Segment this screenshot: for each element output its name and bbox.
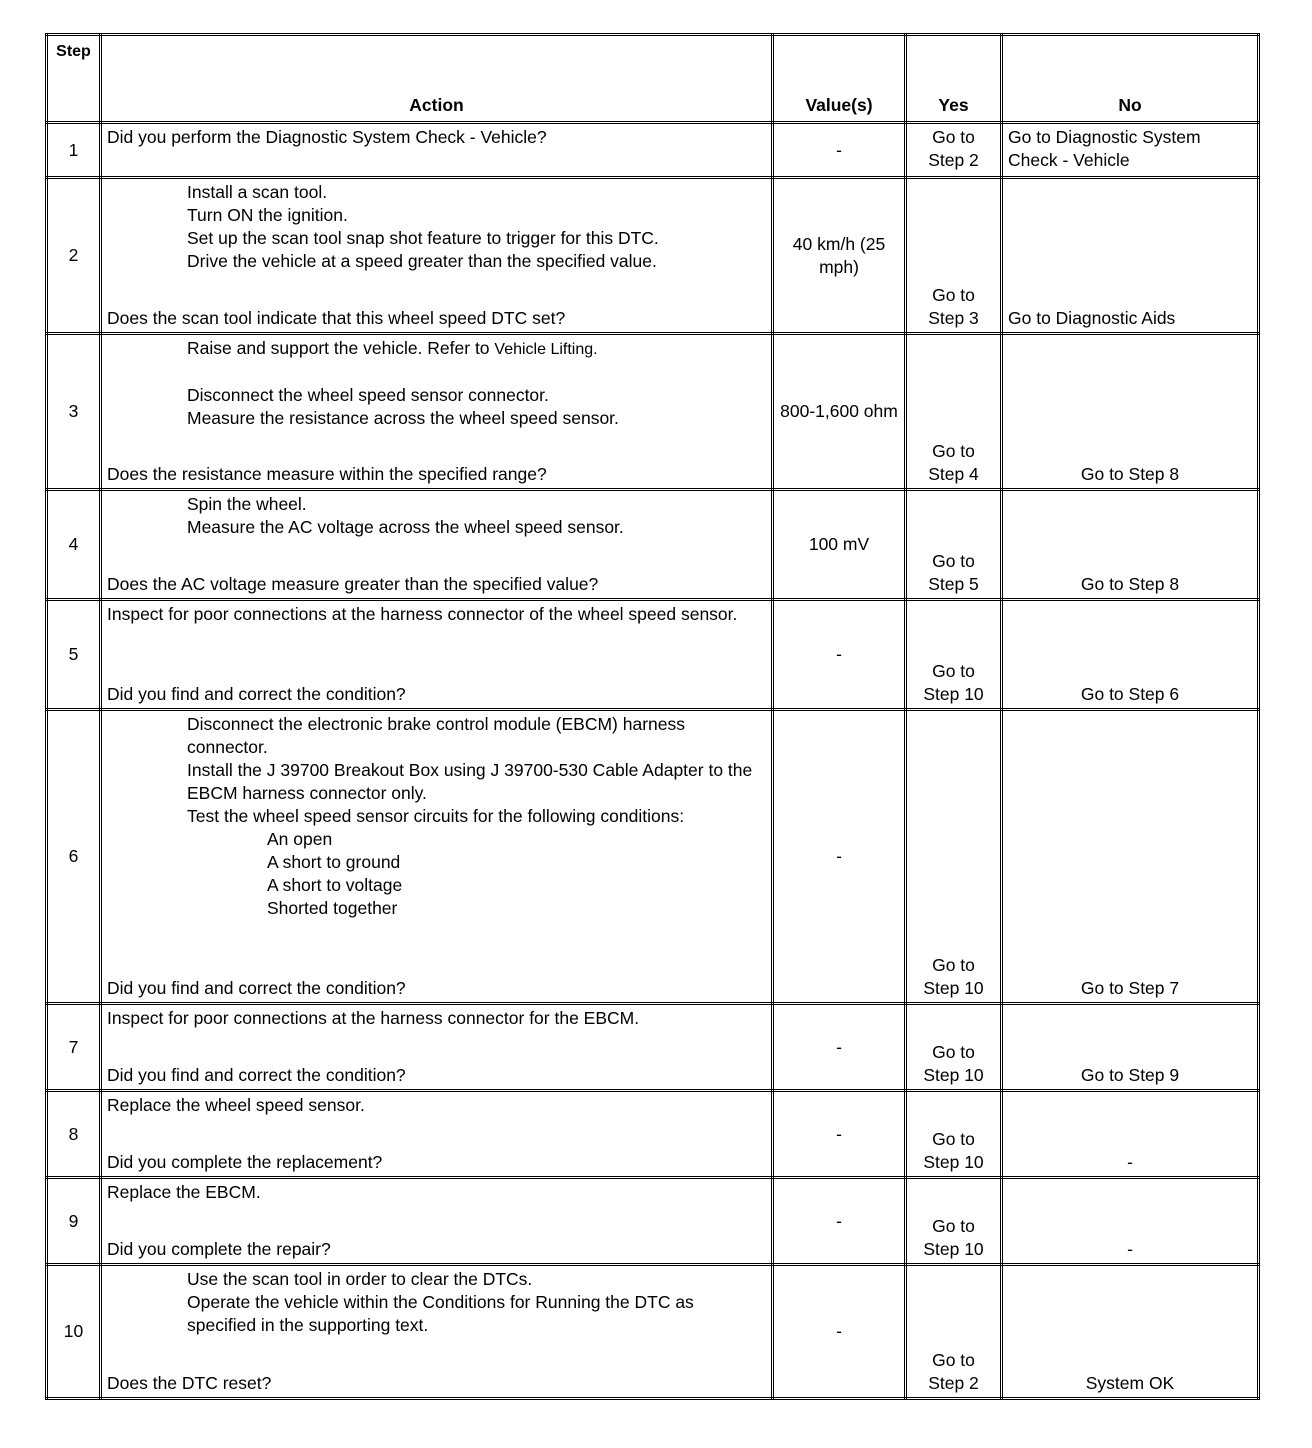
action-question: Did you find and correct the condition? xyxy=(107,1065,406,1085)
value-cell: 40 km/h (25 mph) xyxy=(773,178,906,334)
table-row xyxy=(47,1178,1259,1265)
action-line: Raise and support the vehicle. Refer to Vehicle Lifting. xyxy=(187,338,598,358)
table-row xyxy=(47,1091,1259,1178)
action-line: Measure the resistance across the wheel speed sensor. xyxy=(187,408,619,428)
action-line: Set up the scan tool snap shot feature to trigger for this DTC. xyxy=(187,228,659,248)
table-row xyxy=(47,1265,1259,1399)
value-cell: - xyxy=(773,1091,906,1178)
no-cell: Go to Step 6 xyxy=(1002,600,1259,710)
no-cell: - xyxy=(1002,1178,1259,1265)
action-line: Measure the AC voltage across the wheel speed sensor. xyxy=(187,517,624,537)
step-number: 9 xyxy=(47,1178,101,1265)
action-question: Did you perform the Diagnostic System Check - Vehicle? xyxy=(107,127,547,147)
condition-line: Shorted together xyxy=(267,898,398,918)
no-cell: Go to Diagnostic Aids xyxy=(1002,178,1259,334)
action-cell xyxy=(101,1265,773,1399)
action-cell xyxy=(101,1091,773,1178)
table-row xyxy=(47,334,1259,490)
value-cell: - xyxy=(773,123,906,178)
header-action: Action xyxy=(101,35,773,123)
vehicle-lifting-reference[interactable]: Vehicle Lifting. xyxy=(494,341,598,358)
action-line: Disconnect the wheel speed sensor connector. xyxy=(187,385,549,405)
no-cell: Go to Diagnostic System Check - Vehicle xyxy=(1002,123,1259,178)
diagnostic-table xyxy=(45,33,1260,1400)
action-line: Drive the vehicle at a speed greater than the specified value. xyxy=(187,251,657,271)
action-question: Does the resistance measure within the specified range? xyxy=(107,464,547,484)
table-row xyxy=(47,710,1259,1004)
yes-cell: Go to Step 2 xyxy=(906,123,1002,178)
step-number: 3 xyxy=(47,334,101,490)
no-cell: - xyxy=(1002,1091,1259,1178)
action-line: Turn ON the ignition. xyxy=(187,205,348,225)
action-line: Spin the wheel. xyxy=(187,494,307,514)
step-number: 6 xyxy=(47,710,101,1004)
action-line: Replace the wheel speed sensor. xyxy=(107,1095,365,1115)
action-line: Use the scan tool in order to clear the DTCs. xyxy=(187,1269,533,1289)
action-question: Did you find and correct the condition? xyxy=(107,684,406,704)
condition-line: A short to ground xyxy=(267,852,401,872)
header-values: Value(s) xyxy=(773,35,906,123)
action-line: Install a scan tool. xyxy=(187,182,328,202)
value-cell: - xyxy=(773,710,906,1004)
no-cell: Go to Step 7 xyxy=(1002,710,1259,1004)
step-number: 2 xyxy=(47,178,101,334)
action-line: Inspect for poor connections at the harness connector for the EBCM. xyxy=(107,1008,640,1028)
step-number: 7 xyxy=(47,1004,101,1091)
no-cell: Go to Step 9 xyxy=(1002,1004,1259,1091)
yes-cell: Go to Step 4 xyxy=(906,334,1002,490)
action-cell xyxy=(101,334,773,490)
value-cell: - xyxy=(773,600,906,710)
step-number: 8 xyxy=(47,1091,101,1178)
action-cell xyxy=(101,710,773,1004)
yes-cell: Go to Step 10 xyxy=(906,710,1002,1004)
action-question: Did you complete the repair? xyxy=(107,1239,331,1259)
table-row xyxy=(47,123,1259,178)
step-number: 10 xyxy=(47,1265,101,1399)
action-cell xyxy=(101,1178,773,1265)
value-cell: - xyxy=(773,1178,906,1265)
yes-cell: Go to Step 10 xyxy=(906,1178,1002,1265)
yes-cell: Go to Step 10 xyxy=(906,1091,1002,1178)
yes-cell: Go to Step 2 xyxy=(906,1265,1002,1399)
yes-cell: Go to Step 10 xyxy=(906,600,1002,710)
action-line: Replace the EBCM. xyxy=(107,1182,261,1202)
header-no: No xyxy=(1002,35,1259,123)
action-question: Did you complete the replacement? xyxy=(107,1152,383,1172)
yes-cell: Go to Step 3 xyxy=(906,178,1002,334)
yes-cell: Go to Step 5 xyxy=(906,490,1002,600)
condition-line: A short to voltage xyxy=(267,875,403,895)
step-number: 1 xyxy=(47,123,101,178)
action-question: Does the AC voltage measure greater than the specified value? xyxy=(107,574,599,594)
action-question: Did you find and correct the condition? xyxy=(107,978,406,998)
action-cell xyxy=(101,123,773,178)
table-row xyxy=(47,178,1259,334)
action-line: Test the wheel speed sensor circuits for the following conditions: xyxy=(187,806,685,826)
table-row xyxy=(47,1004,1259,1091)
value-cell: 100 mV xyxy=(773,490,906,600)
action-line: Install the J 39700 Breakout Box using J 39700-530 Cable Adapter to the EBCM harness connector only. xyxy=(187,760,753,803)
action-line: Operate the vehicle within the Conditions for Running the DTC as specified in the supporting text. xyxy=(187,1292,694,1335)
table-row xyxy=(47,600,1259,710)
yes-cell: Go to Step 10 xyxy=(906,1004,1002,1091)
no-cell: Go to Step 8 xyxy=(1002,490,1259,600)
table-row xyxy=(47,490,1259,600)
action-question: Does the DTC reset? xyxy=(107,1373,272,1393)
action-cell xyxy=(101,490,773,600)
value-cell: - xyxy=(773,1265,906,1399)
action-line: Disconnect the electronic brake control module (EBCM) harness connector. xyxy=(187,714,685,757)
action-question: Does the scan tool indicate that this wheel speed DTC set? xyxy=(107,308,566,328)
action-cell xyxy=(101,178,773,334)
header-yes: Yes xyxy=(906,35,1002,123)
step-number: 5 xyxy=(47,600,101,710)
action-cell xyxy=(101,1004,773,1091)
no-cell: Go to Step 8 xyxy=(1002,334,1259,490)
action-line: Inspect for poor connections at the harness connector of the wheel speed sensor. xyxy=(107,604,738,624)
value-cell: 800-1,600 ohm xyxy=(773,334,906,490)
value-cell: - xyxy=(773,1004,906,1091)
no-cell: System OK xyxy=(1002,1265,1259,1399)
condition-line: An open xyxy=(267,829,333,849)
header-step: Step xyxy=(47,35,101,123)
step-number: 4 xyxy=(47,490,101,600)
action-cell xyxy=(101,600,773,710)
header-row xyxy=(47,35,1259,123)
